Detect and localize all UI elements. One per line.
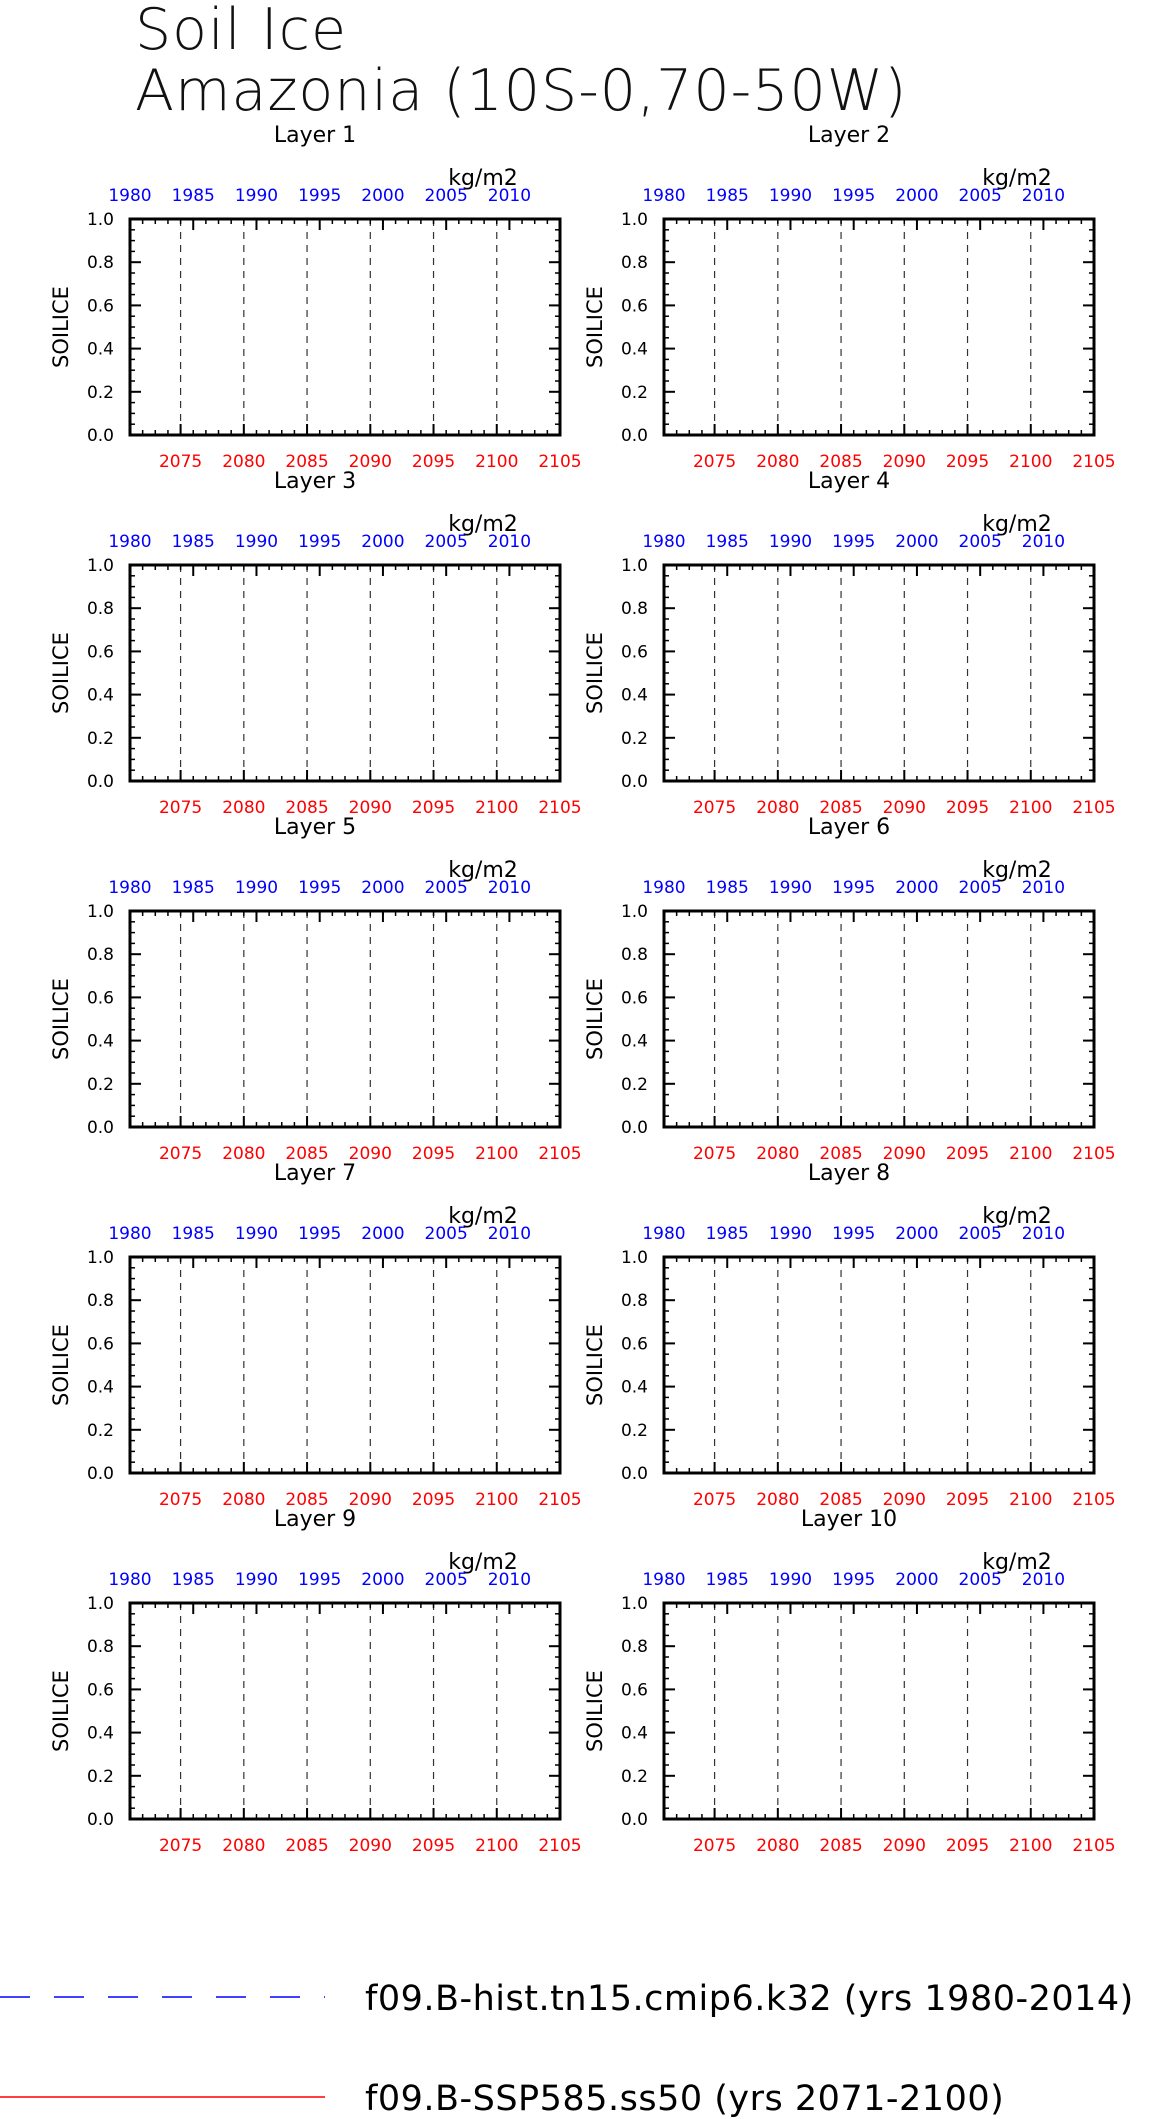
bottom-tick-label: 2080	[222, 452, 266, 472]
top-tick-label: 1980	[642, 1570, 686, 1590]
bottom-tick-label: 2085	[285, 798, 329, 818]
plot-frame	[130, 219, 560, 435]
panel-title: Layer 9	[273, 1507, 357, 1532]
bottom-tick-label: 2085	[819, 452, 863, 472]
y-tick-label: 0.6	[86, 296, 114, 317]
bottom-tick-label: 2095	[945, 1836, 990, 1856]
bottom-tick-label: 2075	[158, 1144, 203, 1164]
y-axis-label: SOILICE	[583, 286, 607, 368]
y-tick-label: 0.6	[86, 1334, 114, 1355]
bottom-tick-label: 2100	[475, 452, 519, 472]
bottom-tick-label: 2100	[1009, 798, 1053, 818]
top-tick-label: 2000	[361, 532, 405, 552]
top-tick-label: 2000	[361, 1224, 405, 1244]
y-axis-label: SOILICE	[583, 1670, 607, 1752]
panel-layer-7	[49, 1161, 582, 1510]
bottom-tick-label: 2075	[158, 1490, 203, 1510]
top-tick-label: 1985	[171, 186, 215, 206]
top-tick-label: 2000	[895, 186, 939, 206]
bottom-tick-label: 2080	[756, 452, 800, 472]
top-tick-label: 1995	[832, 1570, 876, 1590]
top-tick-label: 2010	[1021, 1570, 1066, 1590]
units-label: kg/m2	[448, 166, 518, 191]
bottom-tick-label: 2075	[158, 1836, 203, 1856]
y-tick-label: 1.0	[620, 902, 648, 922]
bottom-tick-label: 2090	[882, 798, 926, 818]
y-tick-label: 0.4	[86, 339, 114, 360]
panel-title: Layer 3	[273, 469, 357, 494]
bottom-tick-label: 2105	[1072, 1490, 1116, 1510]
units-label: kg/m2	[448, 858, 518, 883]
bottom-tick-label: 2095	[411, 798, 456, 818]
panel-layer-10	[583, 1507, 1116, 1856]
panel-layer-3	[49, 469, 582, 818]
y-tick-label: 0.0	[86, 772, 114, 792]
y-axis-label: SOILICE	[49, 1324, 73, 1406]
plot-frame	[664, 1257, 1094, 1473]
y-tick-label: 0.8	[620, 253, 648, 274]
top-tick-label: 1980	[642, 1224, 686, 1244]
y-tick-label: 0.8	[86, 253, 114, 274]
y-axis-label: SOILICE	[583, 632, 607, 714]
y-tick-label: 0.2	[620, 1074, 648, 1095]
bottom-tick-label: 2095	[945, 1144, 990, 1164]
bottom-tick-label: 2100	[1009, 1490, 1053, 1510]
bottom-tick-label: 2090	[348, 452, 392, 472]
y-tick-label: 0.0	[86, 1810, 114, 1830]
top-tick-label: 2005	[958, 1224, 1002, 1244]
top-tick-label: 1995	[832, 532, 876, 552]
top-tick-label: 2000	[895, 1224, 939, 1244]
y-tick-label: 0.8	[86, 945, 114, 966]
y-tick-label: 1.0	[86, 210, 114, 230]
top-tick-label: 1995	[832, 878, 876, 898]
y-tick-label: 0.2	[86, 1074, 114, 1095]
y-tick-label: 0.8	[620, 945, 648, 966]
top-tick-label: 1990	[234, 878, 279, 898]
top-tick-label: 1995	[832, 1224, 876, 1244]
y-tick-label: 0.6	[86, 642, 114, 663]
top-tick-label: 2005	[424, 186, 468, 206]
top-tick-label: 1990	[234, 532, 279, 552]
panel-title: Layer 6	[807, 815, 891, 840]
y-axis-label: SOILICE	[49, 978, 73, 1060]
panel-layer-4	[583, 469, 1116, 818]
top-tick-label: 1980	[108, 532, 152, 552]
bottom-tick-label: 2105	[538, 1836, 582, 1856]
top-tick-label: 2010	[1021, 532, 1066, 552]
title-line-1: Soil Ice	[135, 0, 348, 63]
top-tick-label: 2000	[361, 1570, 405, 1590]
top-tick-label: 1990	[234, 186, 279, 206]
panel-title: Layer 10	[800, 1507, 898, 1532]
y-tick-label: 0.8	[86, 1291, 114, 1312]
panel-title: Layer 4	[807, 469, 891, 494]
y-tick-label: 0.4	[620, 339, 648, 360]
y-tick-label: 0.8	[86, 599, 114, 620]
bottom-tick-label: 2105	[1072, 452, 1116, 472]
top-tick-label: 1985	[705, 1570, 749, 1590]
y-tick-label: 0.4	[86, 1723, 114, 1744]
bottom-tick-label: 2075	[692, 1836, 737, 1856]
bottom-tick-label: 2100	[475, 1836, 519, 1856]
bottom-tick-label: 2105	[1072, 798, 1116, 818]
y-tick-label: 0.0	[620, 1810, 648, 1830]
y-tick-label: 0.2	[620, 728, 648, 749]
top-tick-label: 1985	[171, 878, 215, 898]
plot-frame	[130, 1603, 560, 1819]
title-line-2: Amazonia (10S-0,70-50W)	[135, 58, 908, 124]
top-tick-label: 1990	[768, 1224, 813, 1244]
y-tick-label: 1.0	[620, 556, 648, 576]
y-tick-label: 0.6	[620, 642, 648, 663]
y-axis-label: SOILICE	[583, 1324, 607, 1406]
bottom-tick-label: 2085	[285, 452, 329, 472]
plot-frame	[664, 565, 1094, 781]
top-tick-label: 2005	[958, 186, 1002, 206]
y-tick-label: 0.0	[620, 772, 648, 792]
bottom-tick-label: 2090	[882, 1144, 926, 1164]
y-axis-label: SOILICE	[49, 1670, 73, 1752]
top-tick-label: 2010	[1021, 1224, 1066, 1244]
bottom-tick-label: 2095	[411, 1836, 456, 1856]
bottom-tick-label: 2090	[348, 1490, 392, 1510]
top-tick-label: 1985	[171, 532, 215, 552]
top-tick-label: 2005	[958, 532, 1002, 552]
top-tick-label: 1995	[298, 186, 342, 206]
y-tick-label: 0.4	[86, 685, 114, 706]
bottom-tick-label: 2085	[285, 1490, 329, 1510]
y-tick-label: 0.8	[620, 1637, 648, 1658]
units-label: kg/m2	[982, 166, 1052, 191]
top-tick-label: 2010	[1021, 878, 1066, 898]
top-tick-label: 2000	[361, 186, 405, 206]
top-tick-label: 2005	[424, 1570, 468, 1590]
y-tick-label: 0.0	[86, 426, 114, 446]
panel-layer-1	[49, 123, 582, 472]
bottom-tick-label: 2080	[756, 798, 800, 818]
top-tick-label: 1980	[642, 186, 686, 206]
top-tick-label: 2010	[487, 1224, 532, 1244]
top-tick-label: 1980	[642, 878, 686, 898]
panel-title: Layer 7	[273, 1161, 357, 1186]
bottom-tick-label: 2090	[882, 452, 926, 472]
plot-frame	[130, 911, 560, 1127]
top-tick-label: 1990	[768, 1570, 813, 1590]
panel-title: Layer 8	[807, 1161, 891, 1186]
y-tick-label: 0.0	[620, 426, 648, 446]
bottom-tick-label: 2080	[756, 1490, 800, 1510]
bottom-tick-label: 2075	[692, 1144, 737, 1164]
bottom-tick-label: 2095	[945, 1490, 990, 1510]
y-tick-label: 0.2	[620, 1766, 648, 1787]
bottom-tick-label: 2080	[222, 798, 266, 818]
units-label: kg/m2	[982, 1204, 1052, 1229]
top-tick-label: 2005	[958, 1570, 1002, 1590]
bottom-tick-label: 2080	[222, 1144, 266, 1164]
y-tick-label: 0.6	[620, 1680, 648, 1701]
y-tick-label: 0.2	[86, 728, 114, 749]
bottom-tick-label: 2095	[945, 452, 990, 472]
units-label: kg/m2	[982, 858, 1052, 883]
top-tick-label: 1995	[298, 1224, 342, 1244]
bottom-tick-label: 2085	[819, 1490, 863, 1510]
y-tick-label: 0.2	[620, 1420, 648, 1441]
top-tick-label: 2010	[487, 1570, 532, 1590]
y-tick-label: 1.0	[620, 1594, 648, 1614]
top-tick-label: 2010	[487, 878, 532, 898]
bottom-tick-label: 2095	[411, 1490, 456, 1510]
y-axis-label: SOILICE	[49, 286, 73, 368]
y-tick-label: 1.0	[620, 1248, 648, 1268]
bottom-tick-label: 2105	[538, 1490, 582, 1510]
y-tick-label: 0.4	[620, 1723, 648, 1744]
y-tick-label: 0.6	[86, 1680, 114, 1701]
y-tick-label: 0.6	[620, 1334, 648, 1355]
bottom-tick-label: 2075	[692, 798, 737, 818]
panel-layer-2	[583, 123, 1116, 472]
top-tick-label: 1990	[768, 186, 813, 206]
panel-layer-9	[49, 1507, 582, 1856]
y-tick-label: 0.8	[620, 1291, 648, 1312]
units-label: kg/m2	[448, 1550, 518, 1575]
top-tick-label: 1980	[108, 878, 152, 898]
top-tick-label: 1985	[705, 878, 749, 898]
units-label: kg/m2	[982, 1550, 1052, 1575]
y-tick-label: 0.0	[86, 1118, 114, 1138]
bottom-tick-label: 2105	[1072, 1144, 1116, 1164]
y-axis-label: SOILICE	[49, 632, 73, 714]
bottom-tick-label: 2105	[538, 1144, 582, 1164]
y-tick-label: 0.8	[86, 1637, 114, 1658]
bottom-tick-label: 2100	[1009, 1836, 1053, 1856]
bottom-tick-label: 2085	[819, 1144, 863, 1164]
y-tick-label: 0.6	[620, 296, 648, 317]
plot-frame	[664, 1603, 1094, 1819]
y-tick-label: 1.0	[86, 902, 114, 922]
bottom-tick-label: 2095	[411, 452, 456, 472]
top-tick-label: 1985	[171, 1224, 215, 1244]
units-label: kg/m2	[982, 512, 1052, 537]
y-tick-label: 0.4	[86, 1031, 114, 1052]
plot-frame	[130, 565, 560, 781]
y-axis-label: SOILICE	[583, 978, 607, 1060]
bottom-tick-label: 2105	[1072, 1836, 1116, 1856]
panel-layer-6	[583, 815, 1116, 1164]
top-tick-label: 1985	[705, 186, 749, 206]
bottom-tick-label: 2100	[1009, 452, 1053, 472]
top-tick-label: 1985	[171, 1570, 215, 1590]
y-tick-label: 0.0	[620, 1464, 648, 1484]
y-tick-label: 0.4	[620, 1031, 648, 1052]
units-label: kg/m2	[448, 1204, 518, 1229]
top-tick-label: 1980	[108, 1570, 152, 1590]
plot-frame	[664, 219, 1094, 435]
bottom-tick-label: 2090	[882, 1490, 926, 1510]
top-tick-label: 1995	[298, 1570, 342, 1590]
bottom-tick-label: 2100	[475, 798, 519, 818]
legend-label: f09.B-SSP585.ss50 (yrs 2071-2100)	[365, 2079, 1005, 2119]
bottom-tick-label: 2095	[411, 1144, 456, 1164]
y-tick-label: 0.0	[620, 1118, 648, 1138]
y-tick-label: 0.4	[86, 1377, 114, 1398]
bottom-tick-label: 2075	[158, 452, 203, 472]
bottom-tick-label: 2090	[348, 1836, 392, 1856]
bottom-tick-label: 2080	[222, 1490, 266, 1510]
bottom-tick-label: 2075	[692, 452, 737, 472]
y-tick-label: 1.0	[620, 210, 648, 230]
y-tick-label: 0.2	[620, 382, 648, 403]
top-tick-label: 1995	[832, 186, 876, 206]
top-tick-label: 2005	[958, 878, 1002, 898]
top-tick-label: 2005	[424, 532, 468, 552]
top-tick-label: 1990	[234, 1570, 279, 1590]
bottom-tick-label: 2085	[819, 798, 863, 818]
legend	[0, 1935, 1155, 2119]
top-tick-label: 2000	[895, 532, 939, 552]
top-tick-label: 1990	[768, 878, 813, 898]
panel-layer-8	[583, 1161, 1116, 1510]
y-tick-label: 0.2	[86, 382, 114, 403]
plot-frame	[130, 1257, 560, 1473]
units-label: kg/m2	[448, 512, 518, 537]
top-tick-label: 2000	[361, 878, 405, 898]
y-tick-label: 0.0	[86, 1464, 114, 1484]
legend-item-2	[0, 2079, 1004, 2119]
panel-title: Layer 2	[807, 123, 891, 148]
y-tick-label: 1.0	[86, 1594, 114, 1614]
top-tick-label: 2005	[424, 878, 468, 898]
bottom-tick-label: 2100	[475, 1490, 519, 1510]
bottom-tick-label: 2100	[1009, 1144, 1053, 1164]
top-tick-label: 1980	[108, 186, 152, 206]
top-tick-label: 2010	[1021, 186, 1066, 206]
panel-title: Layer 1	[273, 123, 357, 148]
bottom-tick-label: 2075	[692, 1490, 737, 1510]
panel-layer-5	[49, 815, 582, 1164]
y-tick-label: 1.0	[86, 556, 114, 576]
bottom-tick-label: 2085	[285, 1144, 329, 1164]
y-tick-label: 0.6	[620, 988, 648, 1009]
top-tick-label: 2005	[424, 1224, 468, 1244]
bottom-tick-label: 2090	[882, 1836, 926, 1856]
bottom-tick-label: 2075	[158, 798, 203, 818]
top-tick-label: 2000	[895, 878, 939, 898]
bottom-tick-label: 2080	[756, 1144, 800, 1164]
bottom-tick-label: 2105	[538, 452, 582, 472]
top-tick-label: 1990	[234, 1224, 279, 1244]
top-tick-label: 1995	[298, 878, 342, 898]
bottom-tick-label: 2090	[348, 798, 392, 818]
top-tick-label: 1990	[768, 532, 813, 552]
bottom-tick-label: 2080	[222, 1836, 266, 1856]
bottom-tick-label: 2105	[538, 798, 582, 818]
panel-title: Layer 5	[273, 815, 357, 840]
top-tick-label: 2010	[487, 186, 532, 206]
bottom-tick-label: 2095	[945, 798, 990, 818]
top-tick-label: 1985	[705, 532, 749, 552]
y-tick-label: 0.4	[620, 685, 648, 706]
y-tick-label: 0.8	[620, 599, 648, 620]
top-tick-label: 1980	[642, 532, 686, 552]
y-tick-label: 0.4	[620, 1377, 648, 1398]
bottom-tick-label: 2100	[475, 1144, 519, 1164]
top-tick-label: 1995	[298, 532, 342, 552]
top-tick-label: 1985	[705, 1224, 749, 1244]
top-tick-label: 2000	[895, 1570, 939, 1590]
y-tick-label: 0.2	[86, 1420, 114, 1441]
y-tick-label: 0.2	[86, 1766, 114, 1787]
bottom-tick-label: 2085	[285, 1836, 329, 1856]
y-tick-label: 0.6	[86, 988, 114, 1009]
bottom-tick-label: 2080	[756, 1836, 800, 1856]
bottom-tick-label: 2090	[348, 1144, 392, 1164]
y-tick-label: 1.0	[86, 1248, 114, 1268]
legend-item-1	[0, 1979, 1134, 2019]
legend-label: f09.B-hist.tn15.cmip6.k32 (yrs 1980-2014)	[365, 1979, 1134, 2019]
bottom-tick-label: 2085	[819, 1836, 863, 1856]
top-tick-label: 1980	[108, 1224, 152, 1244]
plot-frame	[664, 911, 1094, 1127]
top-tick-label: 2010	[487, 532, 532, 552]
